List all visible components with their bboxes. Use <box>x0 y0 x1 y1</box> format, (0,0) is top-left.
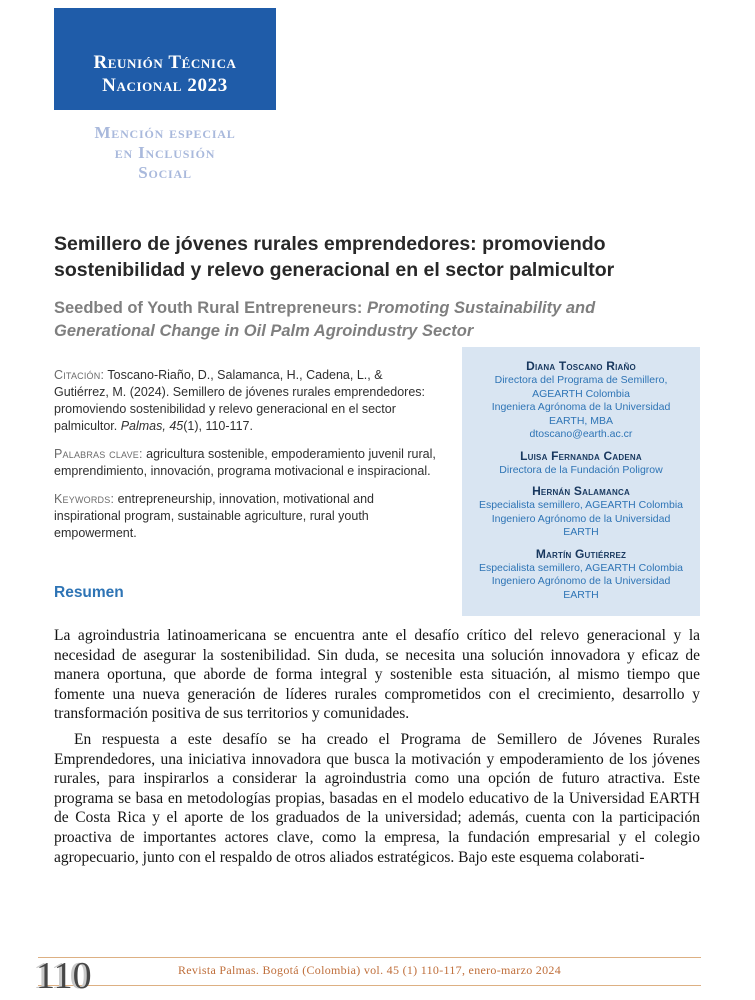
article-meta <box>54 367 440 616</box>
author-affiliation: EARTH, MBA <box>549 414 613 427</box>
author-entry <box>470 359 692 442</box>
author-entry <box>470 484 692 540</box>
event-banner <box>54 8 276 110</box>
author-affiliation: Ingeniero Agrónomo de la Universidad <box>491 512 671 525</box>
citation-journal-name: Palmas, 45 <box>120 419 184 433</box>
article-title-en-italic: Promoting Sustainability and Generational Change in Oil Palm Agroindustry Sector <box>54 299 596 340</box>
author-affiliation: Directora del Programa de Semillero, <box>494 374 668 386</box>
article-title-en-plain: Seedbed of Youth Rural Entrepreneurs: <box>54 299 367 317</box>
citation-block <box>54 367 440 435</box>
meta-row <box>54 359 700 616</box>
author-name: Diana Toscano Riaño <box>526 359 636 373</box>
keywords-es-text: agricultura sostenible, empoderamiento juvenil rural, emprendimiento, innovación, programa motivacional e inspiracional. <box>54 447 436 478</box>
abstract-paragraph-1: La agroindustria latinoamericana se encuentra ante el desafío crítico del relevo generacional y la necesidad de asegurar la sostenibilidad. Sin duda, se necesita una solución innovadora y eficaz de manera oportuna, que aborde de forma integral y sostenible esta situación, al mismo tiempo que fomente una nueva generación de líderes rurales comprometidos con el crecimiento, desarrollo y transformación positiva de sus territorios y comunidades. <box>54 627 700 723</box>
special-mention-line2: en Inclusión <box>114 143 216 162</box>
page-content <box>0 8 755 867</box>
special-mention <box>54 123 276 183</box>
keywords-en-block <box>54 491 440 542</box>
keywords-es-label: Palabras clave: <box>54 447 143 461</box>
author-affiliation: Ingeniera Agrónoma de la Universidad <box>491 401 671 413</box>
author-email: dtoscano@earth.ac.cr <box>529 428 633 440</box>
special-mention-line3: Social <box>138 163 192 182</box>
article-title-es: Semillero de jóvenes rurales emprendedores: promoviendo sostenibilidad y relevo generacional en el sector palmicultor <box>54 233 615 281</box>
author-affiliation: Directora de la Fundación Poligrow <box>499 463 663 476</box>
author-affiliation: EARTH <box>563 588 599 601</box>
author-affiliation: Ingeniero Agrónomo de la Universidad <box>491 575 671 587</box>
footer <box>38 957 701 986</box>
journal-citation: Revista Palmas. Bogotá (Colombia) vol. 45 (1) 110-117, enero-marzo 2024 <box>177 963 561 977</box>
keywords-en-text: entrepreneurship, innovation, motivational and inspirational program, sustainable agriculture, rural youth empowerment. <box>54 492 375 540</box>
author-entry <box>470 547 692 603</box>
citation-text: Toscano-Riaño, D., Salamanca, H., Cadena, L., & Gutiérrez, M. (2024). Semillero de jóvenes rurales emprendedores: promoviendo sostenibilidad y relevo generacional en el sector palmicultor. <box>54 368 426 433</box>
article-title-en <box>54 297 700 343</box>
keywords-en-label: Keywords: <box>54 492 115 506</box>
author-entry <box>470 449 692 478</box>
special-mention-line1: Mención especial <box>94 123 236 142</box>
authors-box <box>462 347 700 616</box>
author-name: Hernán Salamanca <box>532 484 630 498</box>
citation-label: Citación: <box>54 368 105 382</box>
author-affiliation: EARTH <box>563 526 599 538</box>
author-affiliation: AGEARTH Colombia <box>532 387 630 400</box>
author-name: Martín Gutiérrez <box>535 546 627 561</box>
abstract-heading: Resumen <box>54 584 124 601</box>
keywords-es-block <box>54 446 440 480</box>
abstract-paragraph-2: En respuesta a este desafío se ha creado el Programa de Semillero de Jóvenes Rurales Emprendedores, una iniciativa innovadora que busca la motivación y empoderamiento de los jóvenes rurales, para inspirarlos a considerar la agroindustria como una opción de futuro atractiva. Este programa se basa en metodologías propias, basadas en el modelo educativo de la Universidad EARTH de Costa Rica y el aporte de los graduados de la universidad; además, cuenta con la participación proactiva de importantes actores clave, como la empresa, la fundación empresarial y el colegio agropecuario, junto con el respaldo de otros aliados estratégicos. Bajo este esquema colaborati- <box>54 730 700 866</box>
event-banner-line2: Nacional 2023 <box>102 75 228 96</box>
author-affiliation: Especialista semillero, AGEARTH Colombia <box>478 499 684 511</box>
page-number: 110 <box>36 955 92 997</box>
author-affiliation: Especialista semillero, AGEARTH Colombia <box>478 561 684 574</box>
citation-pages: (1), 110-117. <box>183 419 253 433</box>
event-banner-line1: Reunión Técnica <box>93 52 237 73</box>
author-name: Luisa Fernanda Cadena <box>520 448 642 463</box>
abstract-body <box>54 626 700 867</box>
